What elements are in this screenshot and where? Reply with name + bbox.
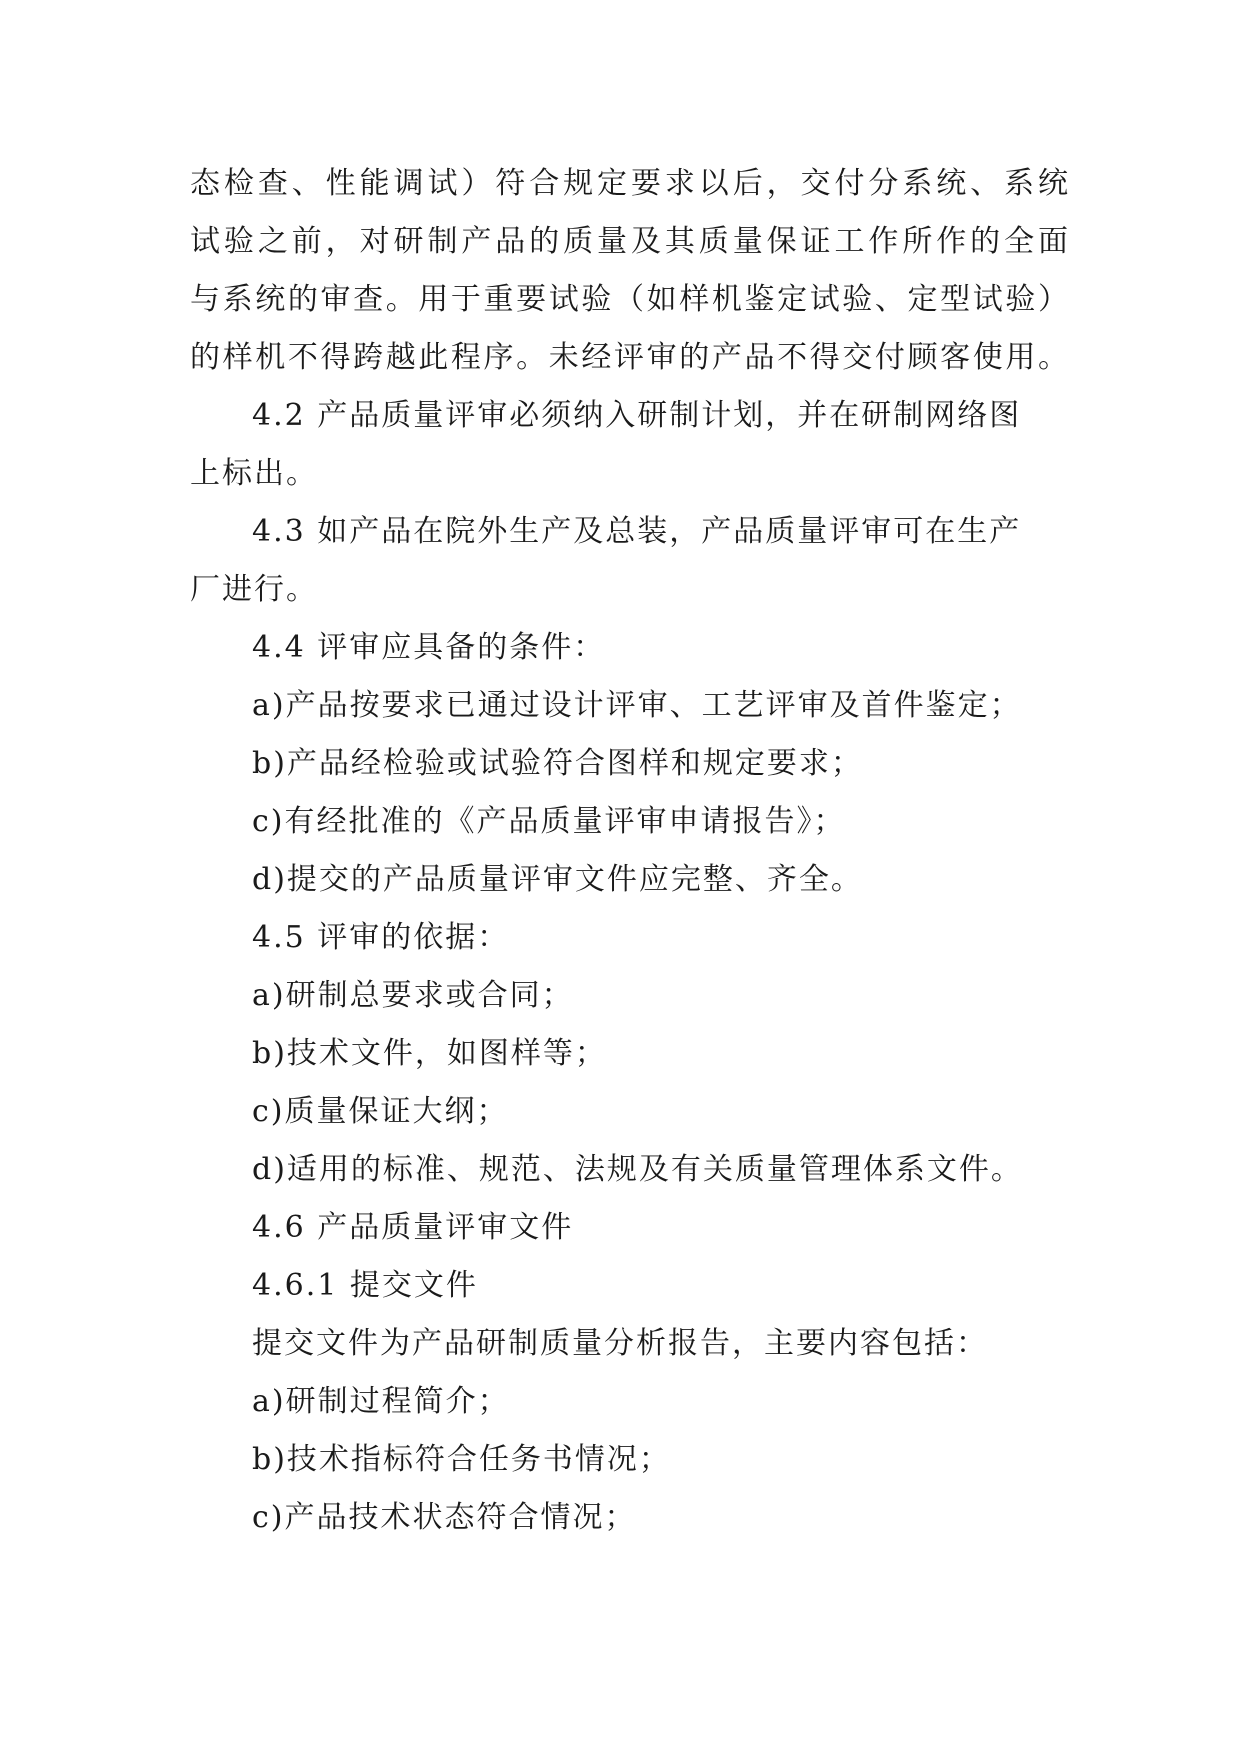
list-item: b)产品经检验或试验符合图样和规定要求； [252, 746, 863, 781]
list-item: b)技术文件，如图样等； [252, 1036, 607, 1071]
list-item: d)适用的标准、规范、法规及有关质量管理体系文件。 [252, 1152, 1023, 1187]
text-line: 4.3 如产品在院外生产及总装，产品质量评审可在生产 [252, 514, 1022, 549]
text-line: 厂进行。 [190, 572, 318, 607]
text-line: 的样机不得跨越此程序。未经评审的产品不得交付顾客使用。 [190, 340, 1070, 375]
list-item: a)研制总要求或合同； [252, 978, 574, 1013]
text-line: 上标出。 [190, 456, 318, 491]
section-heading: 4.5 评审的依据： [252, 920, 510, 955]
list-item: b)技术指标符合任务书情况； [252, 1442, 671, 1477]
list-item: a)产品按要求已通过设计评审、工艺评审及首件鉴定； [252, 688, 1022, 723]
section-heading: 4.6 产品质量评审文件 [252, 1210, 574, 1245]
list-item: c)产品技术状态符合情况； [252, 1500, 637, 1535]
text-line: 试验之前，对研制产品的质量及其质量保证工作所作的全面 [190, 224, 1070, 259]
list-item: d)提交的产品质量评审文件应完整、齐全。 [252, 862, 863, 897]
text-line: 提交文件为产品研制质量分析报告，主要内容包括： [252, 1326, 988, 1361]
list-item: c)质量保证大纲； [252, 1094, 509, 1129]
text-line: 4.2 产品质量评审必须纳入研制计划，并在研制网络图 [252, 398, 1022, 433]
section-heading: 4.4 评审应具备的条件： [252, 630, 606, 665]
list-item: c)有经批准的《产品质量评审申请报告》； [252, 804, 846, 839]
list-item: a)研制过程简介； [252, 1384, 510, 1419]
text-line: 与系统的审查。用于重要试验（如样机鉴定试验、定型试验） [190, 282, 1070, 317]
subsection-heading: 4.6.1 提交文件 [252, 1268, 478, 1303]
text-line: 态检查、性能调试）符合规定要求以后，交付分系统、系统 [190, 166, 1070, 201]
